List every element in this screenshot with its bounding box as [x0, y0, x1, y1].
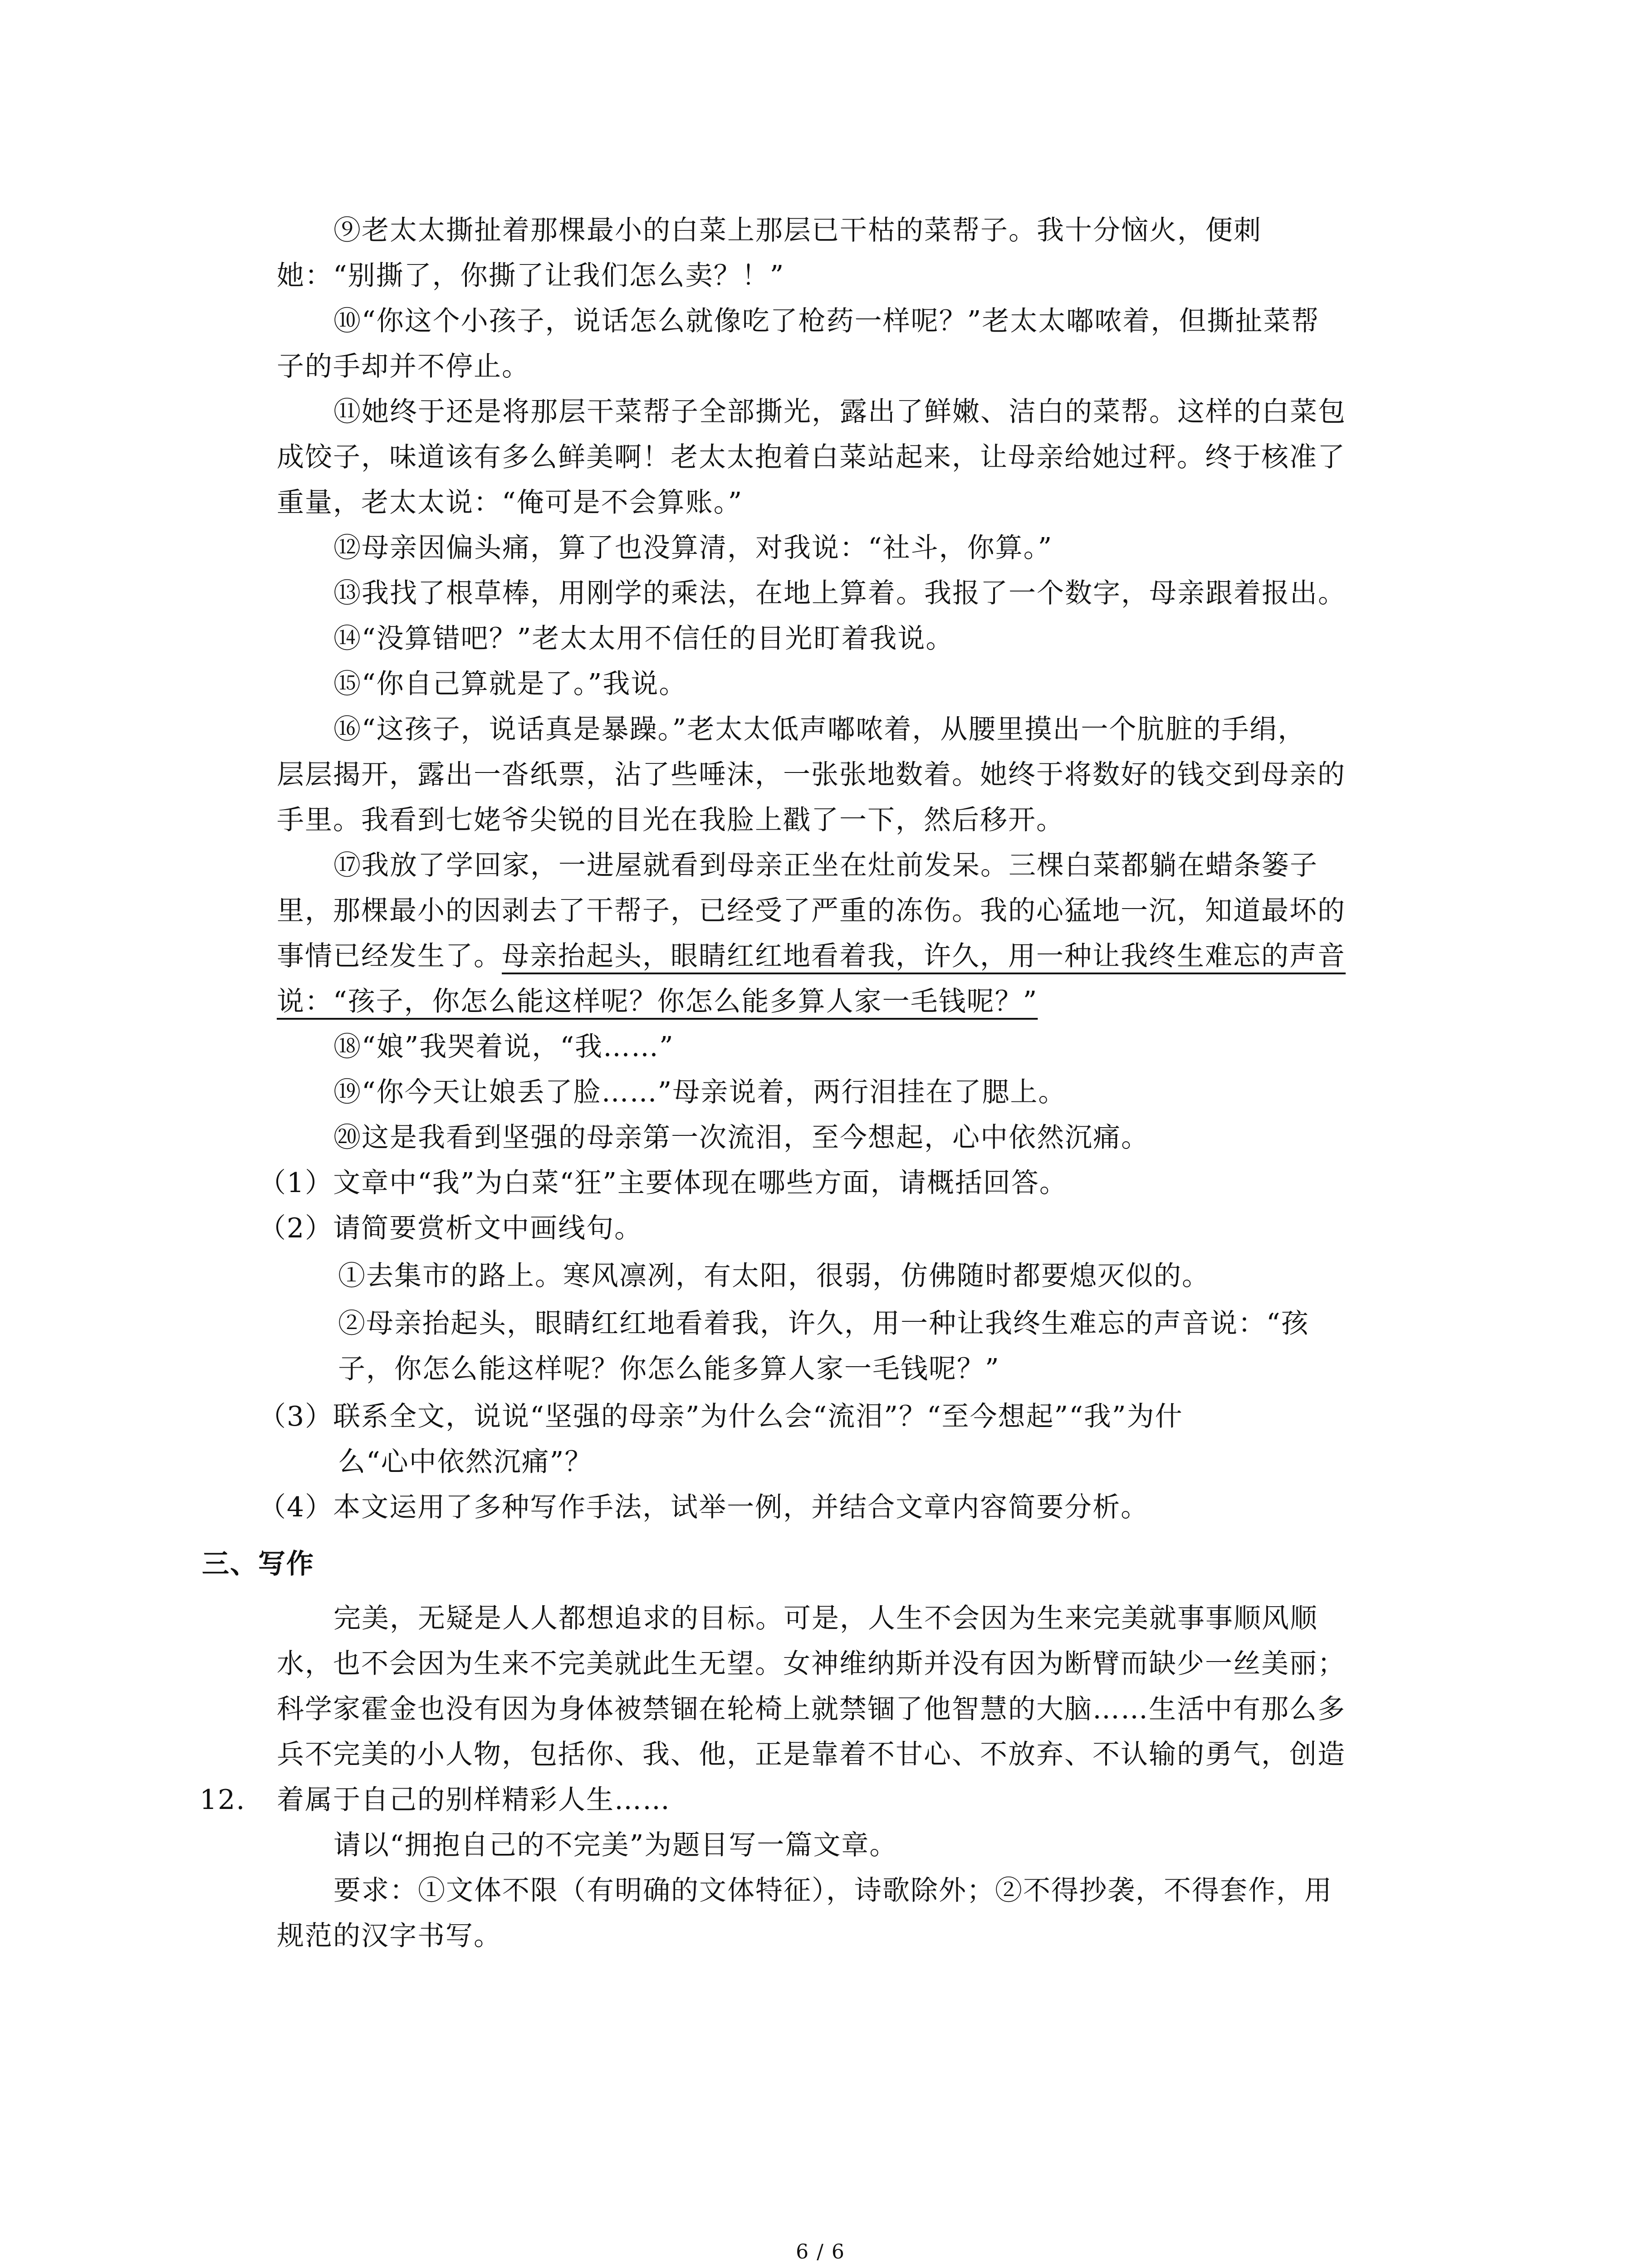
para-11-line-2: 成饺子，味道该有多么鲜美啊！老太太抱着白菜站起来，让母亲给她过秤。终于核准了	[277, 441, 1346, 473]
question-2-item-a: ①去集市的路上。寒风凛冽，有太阳，很弱，仿佛随时都要熄灭似的。	[338, 1260, 1210, 1292]
question-3-line-2: 么“心中依然沉痛”？	[338, 1446, 593, 1478]
para-17-line-3-plain: 事情已经发生了。	[277, 940, 502, 972]
question-2-item-b-line-2: 子，你怎么能这样呢？你怎么能多算人家一毛钱呢？”	[338, 1353, 1000, 1385]
writing-title-instruction: 请以“拥抱自己的不完美”为题目写一篇文章。	[333, 1829, 898, 1861]
writing-prompt-line-4: 兵不完美的小人物，包括你、我、他，正是靠着不甘心、不放弃、不认输的勇气，创造	[277, 1739, 1346, 1770]
para-17-line-2: 里，那棵最小的因剥去了干帮子，已经受了严重的冻伤。我的心猛地一沉，知道最坏的	[277, 895, 1346, 927]
para-9-line-2: 她：“别撕了，你撕了让我们怎么卖？！”	[277, 260, 785, 292]
para-10-line-2: 子的手却并不停止。	[277, 351, 530, 382]
para-14: ⑭“没算错吧？”老太太用不信任的目光盯着我说。	[333, 623, 954, 655]
para-17-line-4	[277, 980, 1038, 1023]
para-16-line-2: 层层揭开，露出一沓纸票，沾了些唾沫，一张张地数着。她终于将数好的钱交到母亲的	[277, 759, 1346, 791]
para-16-line-1: ⑯“这孩子，说话真是暴躁。”老太太低声嘟哝着，从腰里摸出一个肮脏的手绢，	[333, 714, 1306, 745]
question-3-line-1: （3）联系全文，说说“坚强的母亲”为什么会“流泪”？“至今想起”“我”为什	[259, 1401, 1183, 1432]
writing-requirements-line-2: 规范的汉字书写。	[277, 1920, 502, 1952]
question-2-item-b-line-1: ②母亲抬起头，眼睛红红地看着我，许久，用一种让我终生难忘的声音说：“孩	[338, 1308, 1309, 1339]
para-15: ⑮“你自己算就是了。”我说。	[333, 668, 687, 700]
para-17-line-1: ⑰我放了学回家，一进屋就看到母亲正坐在灶前发呆。三棵白菜都躺在蜡条篓子	[333, 850, 1318, 881]
question-2: （2）请简要赏析文中画线句。	[259, 1212, 643, 1244]
writing-requirements-line-1: 要求：①文体不限（有明确的文体特征），诗歌除外；②不得抄袭，不得套作，用	[333, 1875, 1332, 1906]
section-heading-writing: 三、写作	[202, 1548, 314, 1580]
para-20: ⑳这是我看到坚强的母亲第一次流泪，至今想起，心中依然沉痛。	[333, 1122, 1149, 1154]
para-12: ⑫母亲因偏头痛，算了也没算清，对我说：“社斗，你算。”	[333, 532, 1053, 564]
para-9-line-1: ⑨老太太撕扯着那棵最小的白菜上那层已干枯的菜帮子。我十分恼火，便刺	[333, 215, 1262, 246]
question-number-12: 12.	[200, 1784, 246, 1816]
writing-prompt-line-5: 着属于自己的别样精彩人生……	[277, 1784, 671, 1816]
question-4: （4）本文运用了多种写作手法，试举一例，并结合文章内容简要分析。	[259, 1491, 1149, 1523]
para-11-line-3: 重量，老太太说：“俺可是不会算账。”	[277, 487, 743, 518]
question-1: （1）文章中“我”为白菜“狂”主要体现在哪些方面，请概括回答。	[259, 1167, 1068, 1199]
para-19: ⑲“你今天让娘丢了脸……”母亲说着，两行泪挂在了腮上。	[333, 1076, 1067, 1108]
para-17-line-3	[277, 934, 1346, 978]
underlined-sentence-part-2: 说：“孩子，你怎么能这样呢？你怎么能多算人家一毛钱呢？”	[277, 986, 1038, 1017]
page-number: 6 / 6	[796, 2240, 845, 2263]
writing-prompt-line-3: 科学家霍金也没有因为身体被禁锢在轮椅上就禁锢了他智慧的大脑……生活中有那么多	[277, 1693, 1346, 1725]
para-16-line-3: 手里。我看到七姥爷尖锐的目光在我脸上戳了一下，然后移开。	[277, 804, 1064, 836]
underlined-sentence-part-1: 母亲抬起头，眼睛红红地看着我，许久，用一种让我终生难忘的声音	[502, 940, 1346, 972]
para-10-line-1: ⑩“你这个小孩子，说话怎么就像吃了枪药一样呢？”老太太嘟哝着，但撕扯菜帮	[333, 305, 1320, 337]
writing-prompt-line-2: 水，也不会因为生来不完美就此生无望。女神维纳斯并没有因为断臂而缺少一丝美丽；	[277, 1648, 1346, 1680]
para-13: ⑬我找了根草棒，用刚学的乘法，在地上算着。我报了一个数字，母亲跟着报出。	[333, 577, 1346, 609]
writing-prompt-line-1: 完美，无疑是人人都想追求的目标。可是，人生不会因为生来完美就事事顺风顺	[333, 1603, 1318, 1634]
para-11-line-1: ⑪她终于还是将那层干菜帮子全部撕光，露出了鲜嫩、洁白的菜帮。这样的白菜包	[333, 396, 1346, 428]
para-18: ⑱“娘”我哭着说，“我……”	[333, 1031, 674, 1063]
